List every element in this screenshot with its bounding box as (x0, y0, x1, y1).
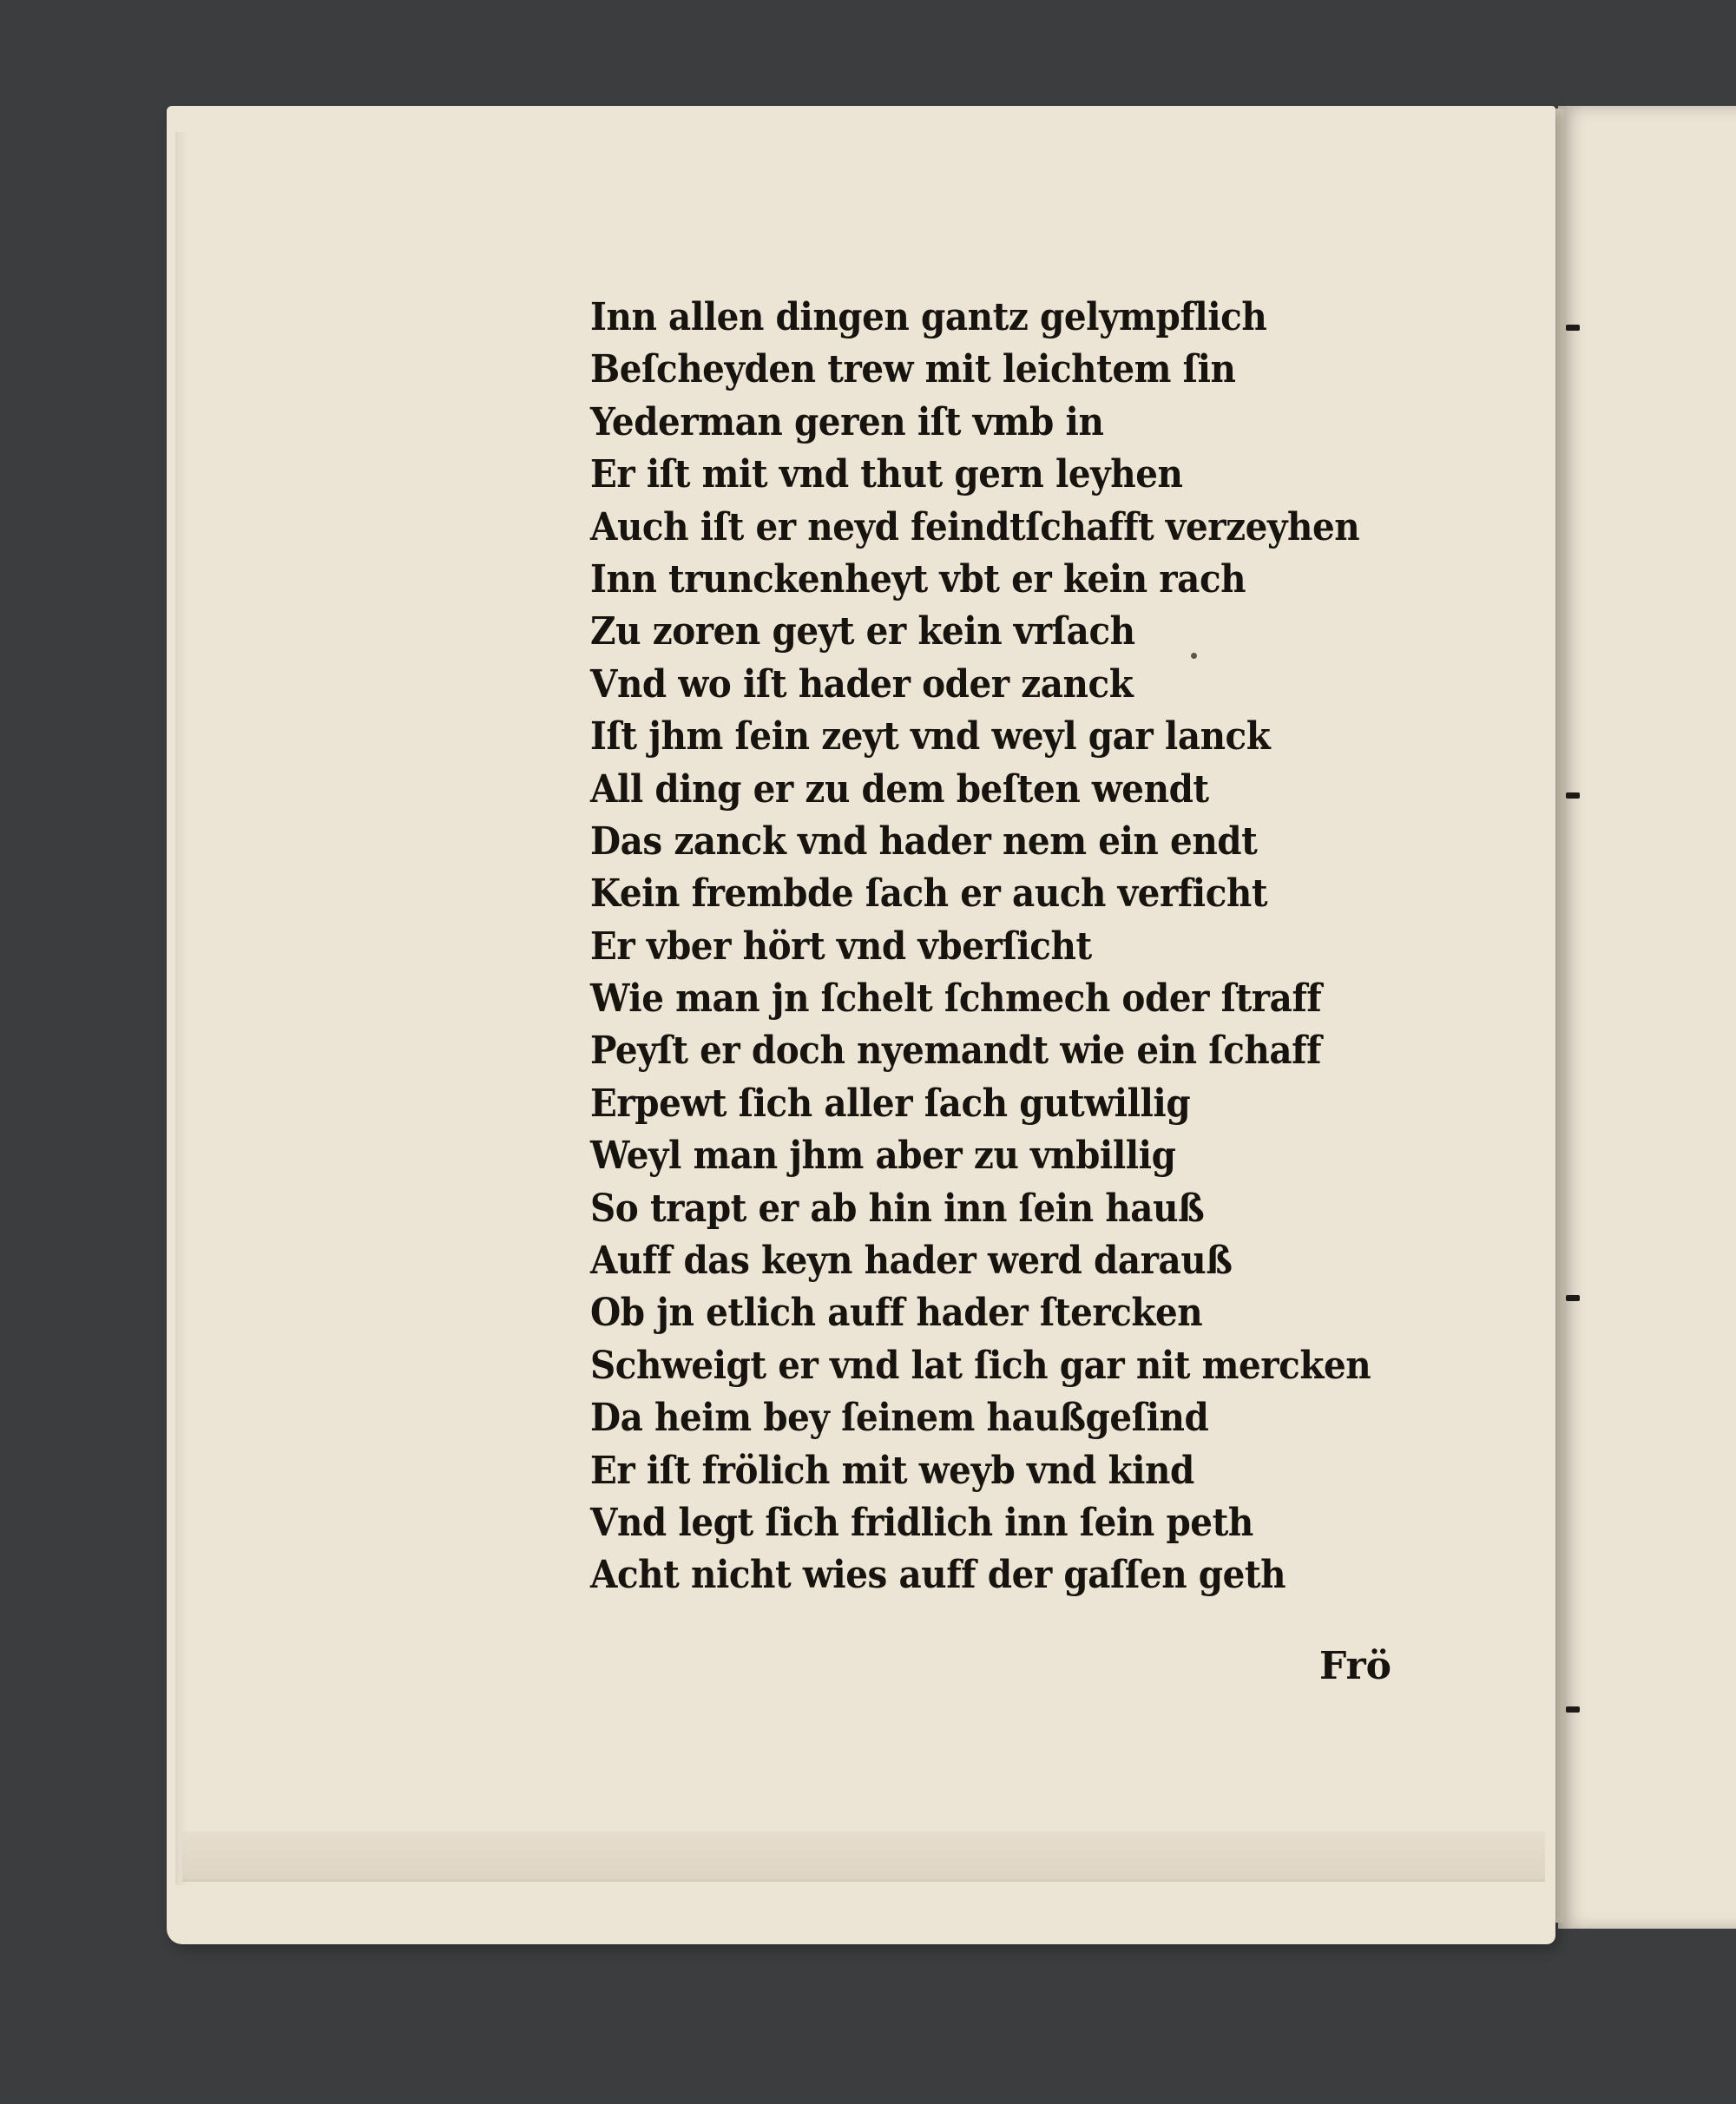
verse-line: Vnd wo iſt hader oder zanck (590, 661, 1134, 707)
verse-line: Er iſt frölich mit weyb vnd kind (590, 1448, 1194, 1493)
verse-text-block (590, 292, 1371, 1602)
verse-line: Peyſt er doch nyemandt wie ein ſchaff (590, 1029, 1322, 1074)
verse-line: Er vber hört vnd vberſicht (590, 924, 1092, 969)
verse-line: Auch iſt er neyd feindtſchafft verzeyhen (590, 504, 1360, 549)
verse-line: Vnd legt ſich fridlich inn ſein peth (590, 1500, 1253, 1545)
binding-stitch (1566, 325, 1580, 331)
binding-stitch (1566, 1706, 1580, 1713)
verse-line: All ding er zu dem beſten wendt (590, 766, 1209, 812)
binding-stitch (1566, 792, 1580, 799)
verse-line: Zu zoren geyt er kein vrſach (590, 609, 1135, 654)
ink-speck (1191, 653, 1197, 659)
catchword: Frö (1319, 1644, 1391, 1688)
verse-line: Beſcheyden trew mit leichtem ſin (590, 347, 1236, 392)
verse-line: Inn trunckenheyt vbt er kein rach (590, 556, 1246, 602)
page-edge-fold (182, 1831, 1545, 1882)
verse-line: Kein frembde ſach er auch verficht (590, 871, 1268, 917)
verse-line: Ob jn etlich auff hader ſtercken (590, 1291, 1203, 1336)
verse-line: Er iſt mit vnd thut gern leyhen (590, 452, 1183, 497)
verse-line: Yederman geren iſt vmb in (590, 399, 1104, 444)
verse-line: Da heim bey ſeinem haußgeſind (590, 1396, 1209, 1441)
facing-page (1558, 106, 1736, 1929)
verse-line: Iſt jhm ſein zeyt vnd weyl gar lanck (590, 714, 1271, 759)
verse-line: Das zanck vnd hader nem ein endt (590, 819, 1258, 864)
verse-line: Weyl man jhm aber zu vnbillig (590, 1134, 1176, 1179)
verse-line: Auff das keyn hader werd darauß (590, 1239, 1233, 1284)
verse-line: So trapt er ab hin inn ſein hauß (590, 1186, 1205, 1231)
verse-line: Inn allen dingen gantz gelympflich (590, 295, 1267, 339)
verse-line: Wie man jn ſchelt ſchmech oder ſtraff (590, 976, 1322, 1022)
verse-line: Schweigt er vnd lat ſich gar nit mercken (590, 1343, 1371, 1388)
verse-line: Acht nicht wies auff der gaſſen geth (590, 1553, 1286, 1598)
binding-stitch (1566, 1295, 1580, 1301)
verse-line: Erpewt ſich aller ſach gutwillig (590, 1081, 1191, 1126)
